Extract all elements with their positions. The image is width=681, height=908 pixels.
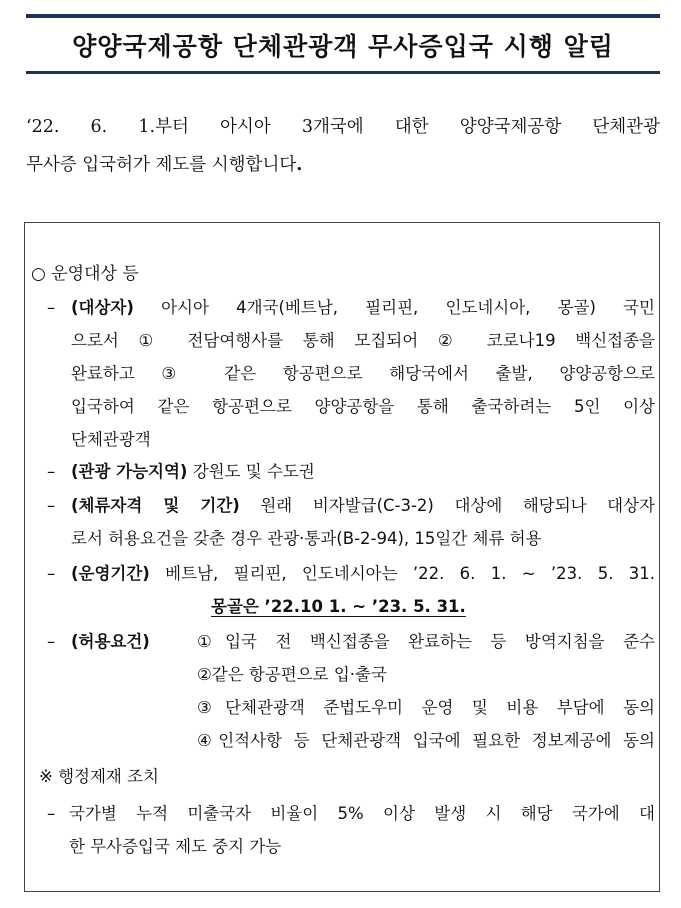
intro-paragraph [26, 108, 660, 184]
target-line-3: 완료하고 ③ 같은 항공편으로 해당국에서 출발, 양양공항으로 [71, 364, 655, 383]
period-mongolia: 몽골은 ’22.10 1. ~ ’23. 5. 31. [211, 597, 466, 616]
period-line-1 [71, 557, 655, 590]
requirements-label: (허용요건) [71, 632, 150, 651]
dash-bullet: – [47, 462, 56, 481]
period-line-1-text: 베트남, 필리핀, 인도네시아는 ’22. 6. 1. ~ ’23. 5. 31. [149, 564, 655, 583]
target-line-4: 입국하여 같은 항공편으로 양양공항을 통해 출국하려는 5인 이상 [71, 397, 655, 416]
stay-label: (체류자격 및 기간) [71, 496, 240, 515]
area-label: (관광 가능지역) [71, 462, 188, 481]
area-line [71, 455, 655, 488]
requirement-3: ③단체관광객 준법도우미 운영 및 비용 부담에 동의 [197, 698, 655, 717]
section-heading: ○ 운영대상 등 [31, 264, 139, 284]
target-label: (대상자) [71, 298, 134, 317]
page-title: 양양국제공항 단체관광객 무사증입국 시행 알림 [72, 31, 614, 61]
intro-line-1: ‘22. 6. 1.부터 아시아 3개국에 대한 양양국제공항 단체관광 [26, 117, 660, 137]
dash-bullet: – [47, 298, 56, 317]
requirement-4: ④인적사항 등 단체관광객 입국에 필요한 정보제공에 동의 [197, 731, 655, 750]
target-line-5: 단체관광객 [71, 430, 151, 449]
target-line-1 [71, 291, 655, 324]
details-box [24, 222, 660, 892]
stay-line-2: 로서 허용요건을 갖춘 경우 관광·통과(B-2-94), 15일간 체류 허용 [71, 529, 542, 548]
title-banner [26, 14, 660, 74]
intro-line-2 [26, 146, 660, 184]
target-line-2: 으로서 ① 전담여행사를 통해 모집되어 ② 코로나19 백신접종을 [71, 331, 655, 350]
target-line-1-text: 아시아 4개국(베트남, 필리핀, 인도네시아, 몽골) 국민 [133, 298, 655, 317]
intro-period: . [296, 155, 303, 175]
intro-line-2-text: 무사증 입국허가 제도를 시행합니다 [26, 155, 297, 175]
dash-bullet: – [47, 496, 56, 515]
area-text: 강원도 및 수도권 [187, 462, 315, 481]
sanction-line-1: 국가별 누적 미출국자 비율이 5% 이상 발생 시 해당 국가에 대 [69, 804, 655, 823]
dash-bullet: – [47, 632, 56, 651]
requirement-2: ②같은 항공편으로 입·출국 [197, 665, 387, 684]
dash-bullet: – [47, 804, 56, 823]
sanction-line-2: 한 무사증입국 제도 중지 가능 [69, 837, 282, 856]
requirement-1: ①입국 전 백신접종을 완료하는 등 방역지침을 준수 [197, 632, 655, 651]
stay-line-1 [71, 489, 655, 522]
dash-bullet: – [47, 564, 56, 583]
period-label: (운영기간) [71, 564, 150, 583]
note-heading: ※ 행정제재 조치 [39, 767, 159, 786]
stay-line-1-text: 원래 비자발급(C-3-2) 대상에 해당되나 대상자 [239, 496, 655, 515]
